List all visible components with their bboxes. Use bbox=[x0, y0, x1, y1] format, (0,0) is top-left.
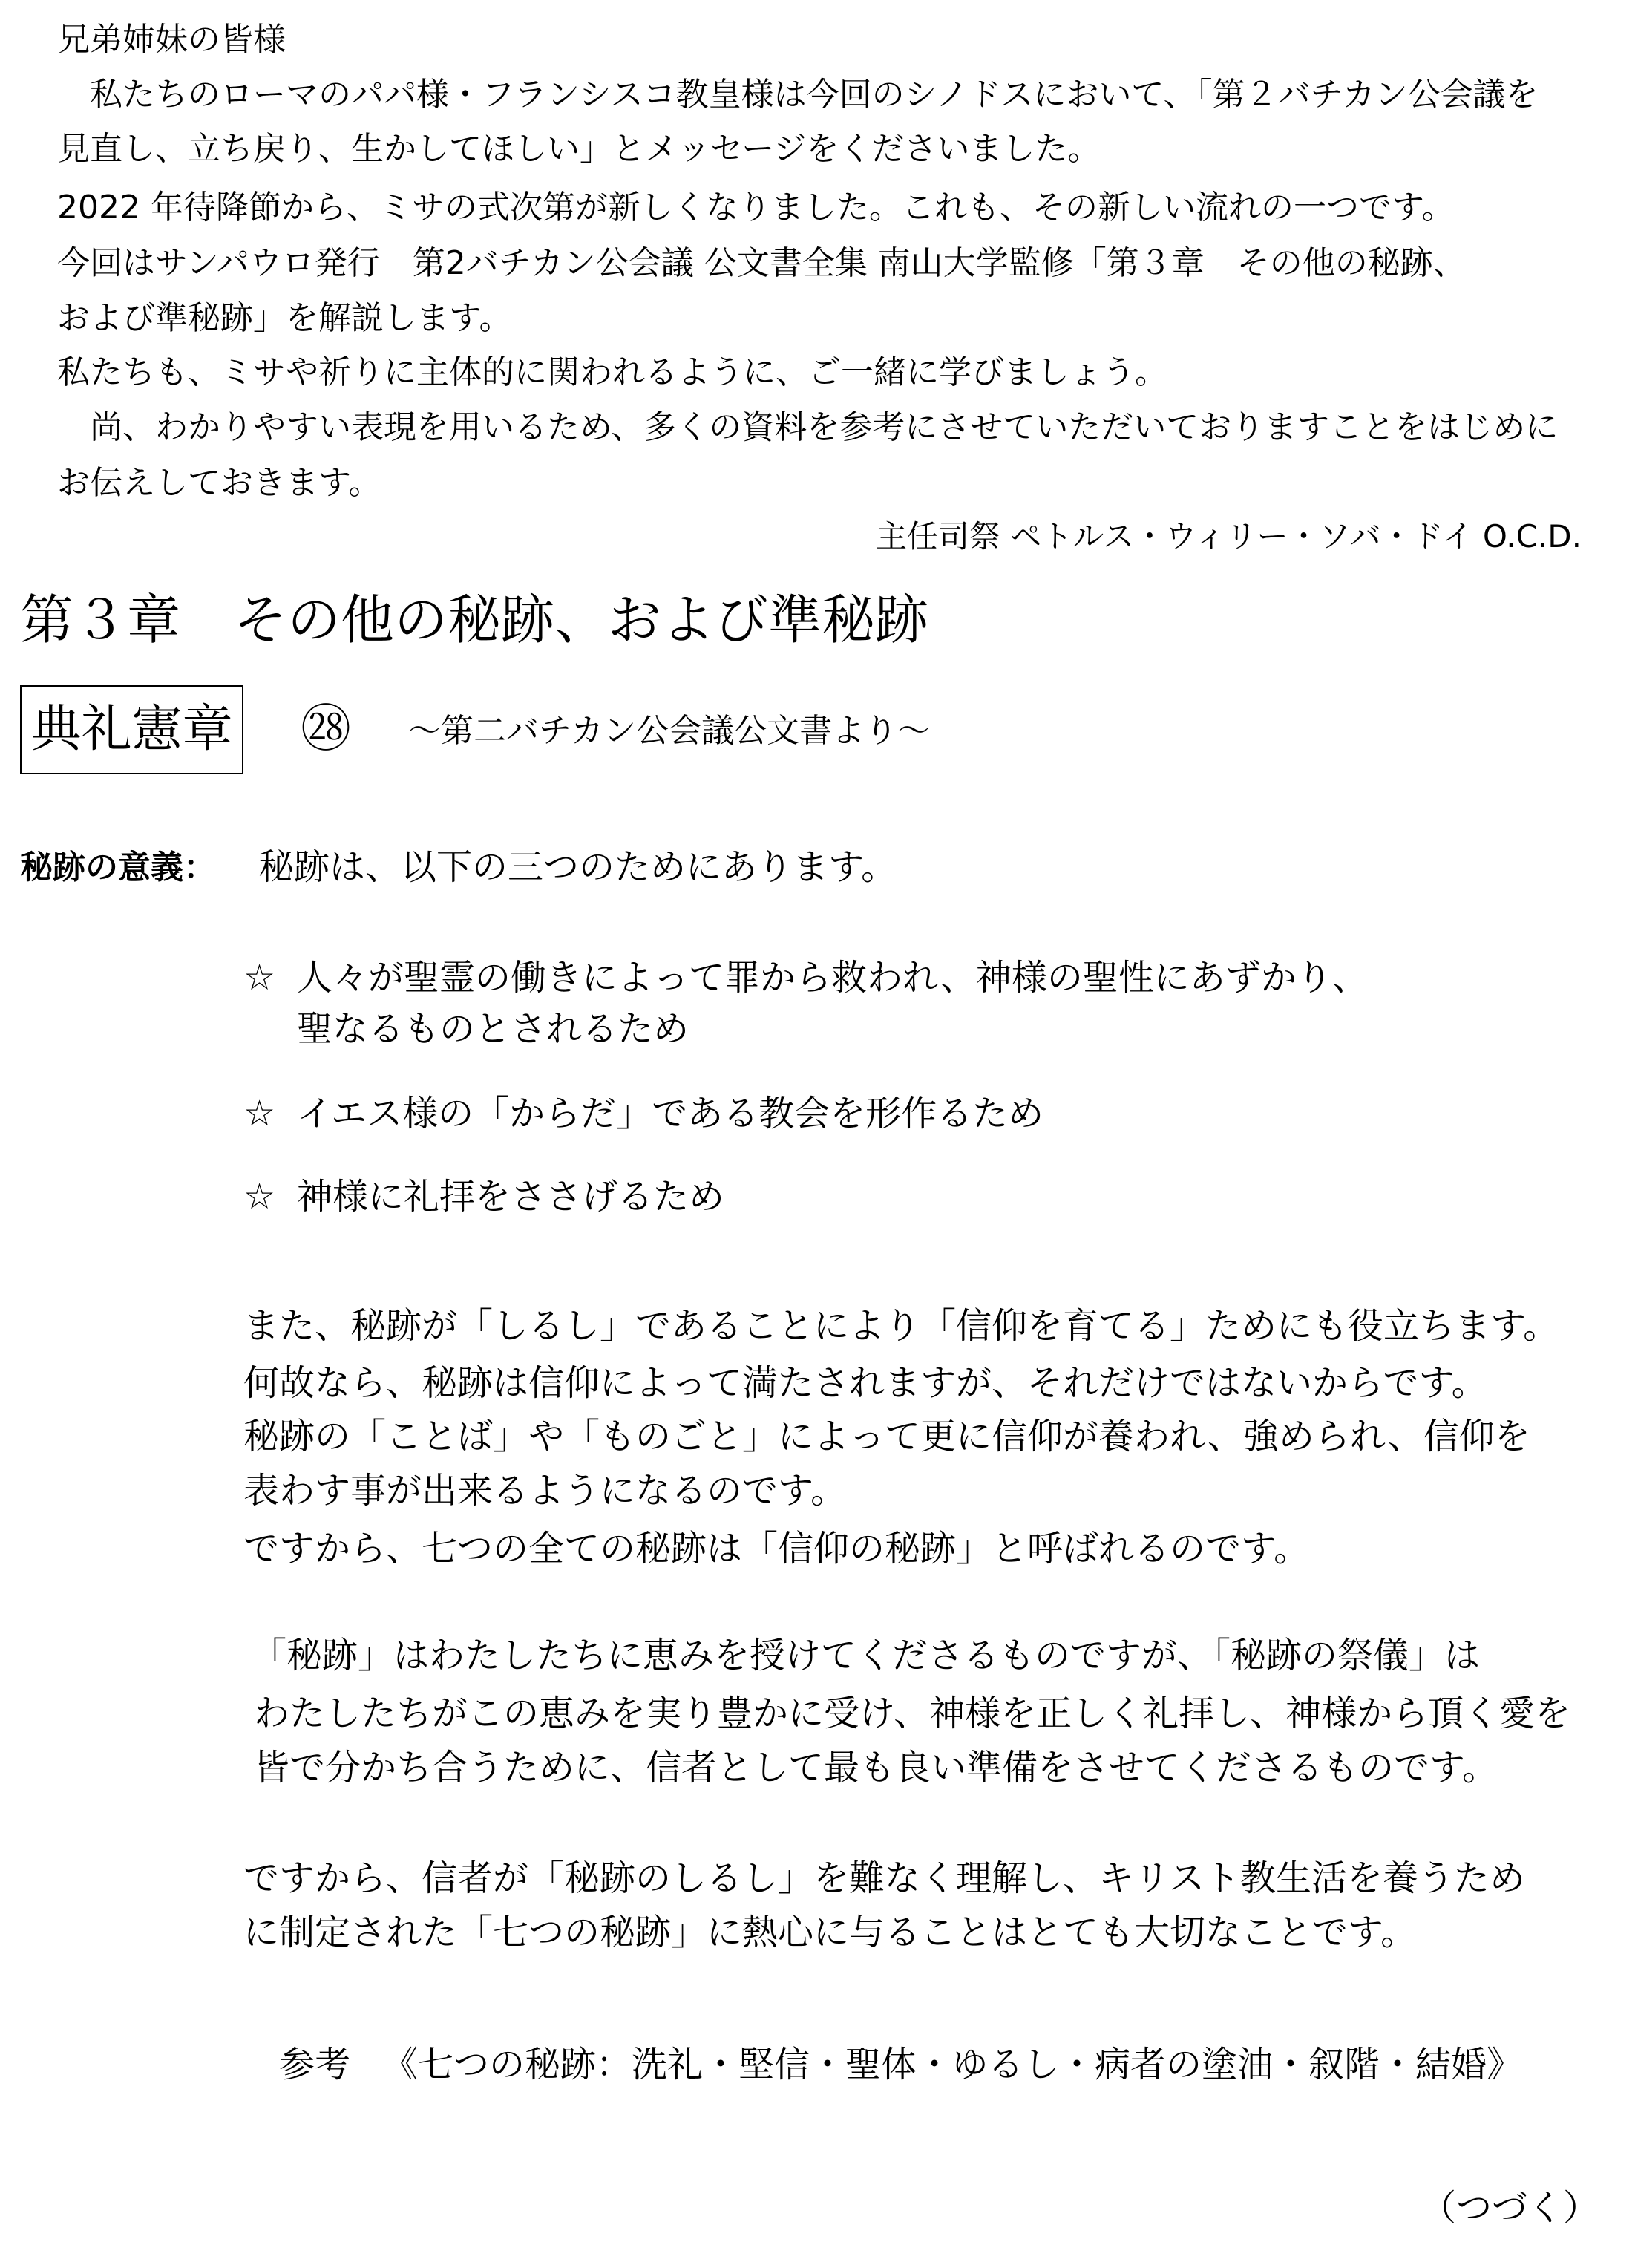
meaning-label: 秘跡の意義： bbox=[20, 849, 216, 886]
continued-note: （つづく） bbox=[1420, 2187, 1599, 2229]
bullet-item-line: 神様に礼拝をささげるため bbox=[297, 1176, 725, 1218]
letter-line: および準秘跡」を解説します。 bbox=[57, 299, 512, 337]
paragraph-line: また、秘跡が「しるし」であることにより「信仰を育てる」ためにも役立ちます。 bbox=[243, 1305, 1559, 1347]
paragraph-line: 何故なら、秘跡は信仰によって満たされますが、それだけではないからです。 bbox=[243, 1362, 1487, 1404]
bullet-item-line: 聖なるものとされるため bbox=[297, 1008, 689, 1050]
paragraph-line: 秘跡の「ことば」や「ものごと」によって更に信仰が養われ、強められ、信仰を bbox=[243, 1416, 1530, 1457]
section-number: ㉘ bbox=[301, 700, 352, 759]
chapter-heading: 第３章 その他の秘跡、および準秘跡 bbox=[20, 589, 929, 651]
paragraph-line: ですから、信者が「秘跡のしるし」を難なく理解し、キリスト教生活を養うため bbox=[243, 1857, 1526, 1899]
letter-line: 私たちも、ミサや祈りに主体的に関われるように、ご一緒に学びましょう。 bbox=[57, 353, 1167, 391]
salutation: 兄弟姉妹の皆様 bbox=[57, 21, 286, 59]
boxed-section-title-text: 典礼憲章 bbox=[30, 700, 233, 759]
paragraph-line: 皆で分かち合うために、信者として最も良い準備をさせてくださるものです。 bbox=[254, 1747, 1498, 1788]
letter-line: 今回はサンパウロ発行 第2バチカン公会議 公文書全集 南山大学監修「第３章 その他の秘跡、 bbox=[57, 244, 1466, 282]
star-bullet-icon: ☆ bbox=[243, 957, 276, 999]
letter-line: 見直し、立ち戻り、生かしてほしい」とメッセージをくださいました。 bbox=[57, 130, 1101, 168]
reference-text: 《七つの秘跡：洗礼・堅信・聖体・ゆるし・病者の塗油・叙階・結婚》 bbox=[382, 2044, 1523, 2085]
paragraph-line: ですから、七つの全ての秘跡は「信仰の秘跡」と呼ばれるのです。 bbox=[243, 1528, 1310, 1569]
star-bullet-icon: ☆ bbox=[243, 1176, 276, 1218]
paragraph-line: 表わす事が出来るようになるのです。 bbox=[243, 1470, 847, 1512]
letter-line: 尚、わかりやすい表現を用いるため、多くの資料を参考にさせていただいておりますことをはじめに bbox=[57, 408, 1559, 446]
meaning-intro: 秘跡は、以下の三つのためにあります。 bbox=[258, 846, 897, 888]
boxed-section-title bbox=[20, 685, 243, 774]
letter-line: 私たちのローマのパパ様・フランシスコ教皇様は今回のシノドスにおいて、「第２バチカン公会議を bbox=[57, 76, 1539, 114]
bullet-item-line: イエス様の「からだ」である教会を形作るため bbox=[297, 1093, 1044, 1134]
paragraph-line: に制定された「七つの秘跡」に熱心に与ることはとても大切なことです。 bbox=[243, 1912, 1417, 1953]
bullet-item-line: 人々が聖霊の働きによって罪から救われ、神様の聖性にあずかり、 bbox=[297, 957, 1368, 999]
star-bullet-icon: ☆ bbox=[243, 1093, 276, 1134]
reference-label: 参考 bbox=[279, 2044, 351, 2085]
paragraph-line: わたしたちがこの恵みを実り豊かに受け、神様を正しく礼拝し、神様から頂く愛を bbox=[254, 1693, 1571, 1734]
letter-line: お伝えしておきます。 bbox=[57, 464, 381, 502]
paragraph-line: 「秘跡」はわたしたちに恵みを授けてくださるものですが、「秘跡の祭儀」は bbox=[251, 1635, 1481, 1676]
section-source: ～第二バチカン公会議公文書より～ bbox=[408, 712, 931, 750]
letter-line: 2022 年待降節から、ミサの式次第が新しくなりました。これも、その新しい流れの一つです。 bbox=[57, 189, 1455, 226]
signature: 主任司祭 ペトルス・ウィリー・ソバ・ドイ O.C.D. bbox=[875, 518, 1582, 555]
